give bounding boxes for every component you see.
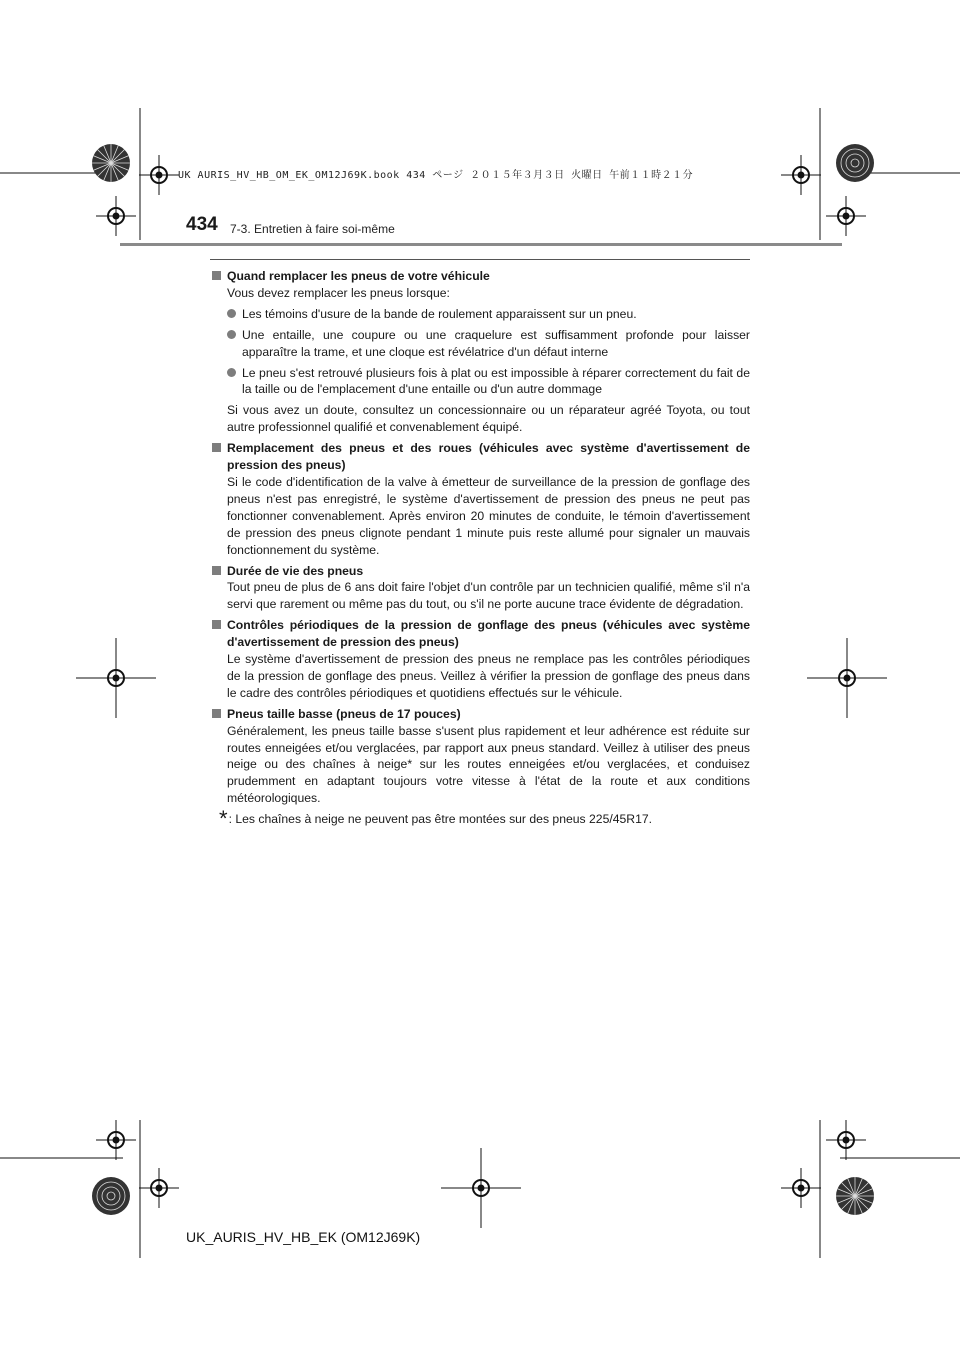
section-title: Durée de vie des pneus <box>210 563 750 580</box>
starburst-mark-bottom-right <box>835 1176 875 1216</box>
registration-mark-left-upper <box>96 196 136 236</box>
round-bullet-icon <box>227 330 236 339</box>
footnote <box>210 806 750 832</box>
square-bullet-icon <box>212 566 221 575</box>
round-bullet-icon <box>227 368 236 377</box>
footnote-marker: * <box>219 806 228 832</box>
registration-mark-left-lower <box>96 1120 136 1160</box>
page-content <box>210 268 750 832</box>
starburst-mark-top-right <box>835 143 875 183</box>
footnote-text: : Les chaînes à neige ne peuvent pas être montées sur des pneus 225/45R17. <box>228 812 653 827</box>
paragraph: Généralement, les pneus taille basse s'usent plus rapidement et leur adhérence est réduite sur routes enneigées et/ou verglacées, par rapport aux pneus standard. Veillez à utiliser des pneus neige ou des chaînes à neige* sur les routes enneigées et/ou verglacées, et conduisez prudemment en adaptant toujours votre vitesse à l'état de la route et aux conditions météorologiques. <box>227 723 750 806</box>
section-tire-lifespan <box>210 563 750 614</box>
section-title: Pneus taille basse (pneus de 17 pouces) <box>210 706 750 723</box>
paragraph: Si le code d'identification de la valve à émetteur de surveillance de la pression de gonflage des pneus n'est pas enregistré, le système d'avertissement de pression des pneus ne peut pas fonctionner convenablement. Après environ 20 minutes de conduite, le témoin d'avertissement de pression des pneus clignote pendant 1 minute puis reste allumé pour signaler un mauvais fonctionnement du système. <box>227 474 750 557</box>
registration-mark-bottom-left <box>139 1168 179 1208</box>
paragraph: Vous devez remplacer les pneus lorsque: <box>227 285 450 300</box>
running-header: 7-3. Entretien à faire soi-même <box>230 222 395 236</box>
registration-mark-right-middle <box>807 638 887 718</box>
page-number: 434 <box>186 214 218 235</box>
paragraph: Tout pneu de plus de 6 ans doit faire l'objet d'un contrôle par un technicien qualifié, même s'il n'a servi que rarement ou même pas du tout, ou s'il ne porte aucune trace évidente de dégradation. <box>227 580 750 612</box>
section-low-profile-tires <box>210 706 750 807</box>
registration-mark-right-upper <box>826 196 866 236</box>
paragraph: Si vous avez un doute, consultez un concessionnaire ou un réparateur agréé Toyota, ou tout autre professionnel qualifié et convenablement équipé. <box>227 403 750 435</box>
footer-document-code: UK_AURIS_HV_HB_EK (OM12J69K) <box>186 1229 421 1245</box>
starburst-mark-top-left <box>91 143 131 183</box>
section-rule <box>210 259 750 260</box>
section-title: Remplacement des pneus et des roues (véhicules avec système d'avertissement de pression des pneus) <box>210 440 750 474</box>
print-info-line: UK AURIS_HV_HB_OM_EK_OM12J69K.book 434 ページ ２０１５年３月３日 火曜日 午前１１時２１分 <box>178 170 694 181</box>
list-item: Les témoins d'usure de la bande de roulement apparaissent sur un pneu. <box>210 306 750 323</box>
registration-mark-top-right <box>781 155 821 195</box>
section-when-to-replace <box>210 268 750 436</box>
paragraph: Le système d'avertissement de pression des pneus ne remplace pas les contrôles périodiques de la pression de gonflage des pneus. Veillez à vérifier la pression de gonflage des pneus dans le cadre des contrôles périodiques et quotidiens effectués sur le véhicule. <box>227 652 750 700</box>
square-bullet-icon <box>212 709 221 718</box>
header-bar <box>120 243 842 246</box>
square-bullet-icon <box>212 443 221 452</box>
round-bullet-icon <box>227 309 236 318</box>
registration-mark-top-left <box>139 155 179 195</box>
section-replacement-wheels <box>210 440 750 558</box>
list-item: Une entaille, une coupure ou une craquelure est suffisamment profonde pour laisser apparaître la trame, et une cloque est révélatrice d'un défaut interne <box>210 327 750 361</box>
registration-mark-bottom-right <box>781 1168 821 1208</box>
registration-mark-bottom-center <box>441 1148 521 1228</box>
section-title: Contrôles périodiques de la pression de gonflage des pneus (véhicules avec système d'avertissement de pression des pneus) <box>210 617 750 651</box>
square-bullet-icon <box>212 620 221 629</box>
section-periodic-checks <box>210 617 750 702</box>
list-item: Le pneu s'est retrouvé plusieurs fois à plat ou est impossible à réparer correctement du fait de la taille ou de l'emplacement d'une entaille ou d'un autre dommage <box>210 365 750 399</box>
starburst-mark-bottom-left <box>91 1176 131 1216</box>
square-bullet-icon <box>212 271 221 280</box>
section-title: Quand remplacer les pneus de votre véhicule <box>210 268 750 285</box>
registration-mark-right-lower <box>826 1120 866 1160</box>
registration-mark-left-middle <box>76 638 156 718</box>
